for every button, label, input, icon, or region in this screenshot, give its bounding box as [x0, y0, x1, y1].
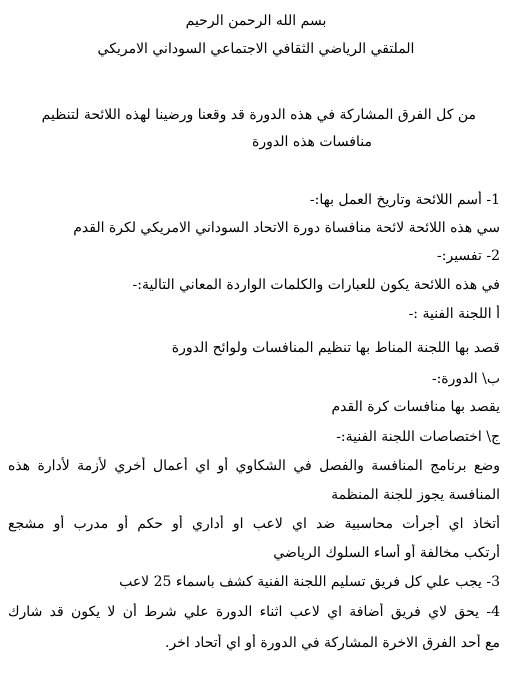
section-3: 3- يجب علي كل فريق تسليم اللجنة الفنية كشف باسماء 25 لاعب: [119, 574, 500, 590]
item-c-body-3: أتخاذ اي أجرأت محاسبية ضد اي لاعب او أداري أو حكم أو مدرب أو مشجع: [8, 516, 500, 532]
item-c-body-1: وضع برنامج المنافسة والفصل في الشكاوي أو اي أعمال أخري لأزمة لأدارة هذه: [8, 458, 500, 474]
basmala: بسم الله الرحمن الرحيم: [185, 13, 327, 29]
section-1-body: سي هذه اللائحة لائحة منافساة دورة الاتحاد السوداني الامريكي لكرة القدم: [73, 220, 500, 236]
item-c-body-4: أرتكب مخالفة أو أساء السلوك الرياضي: [273, 545, 500, 561]
section-1-title: 1- أسم اللائحة وتاريخ العمل بها:-: [309, 192, 500, 208]
organization-name: الملتقي الرياضي الثقافي الاجتماعي السوداني الامريكي: [97, 41, 415, 57]
section-4-line-1: 4- يحق لاي فريق أضافة اي لاعب اثناء الدورة علي شرط أن لا يكون قد شارك: [8, 604, 500, 620]
section-2-intro: في هذه اللائحة يكون للعبارات والكلمات الواردة المعاني التالية:-: [132, 277, 500, 293]
section-4-line-2: مع أحد الفرق الاخرة المشاركة في الدورة أو اي أتحاد اخر.: [165, 635, 500, 651]
item-b-title: ب\ الدورة:-: [431, 371, 500, 387]
item-a-body: قصد بها اللجنة المناط بها تنظيم المنافسات ولوائح الدورة: [171, 340, 500, 356]
intro-line-2: منافسات هذه الدورة: [252, 134, 372, 150]
item-c-body-2: المنافسة يجوز للجنة المنظمة: [331, 487, 500, 503]
item-b-body: يقصد بها منافسات كرة القدم: [331, 399, 500, 415]
intro-line-1: من كل الفرق المشاركة في هذه الدورة قد وقعنا ورضينا لهذه اللائحة لتنظيم: [41, 107, 476, 123]
section-2-title: 2- تفسير:-: [437, 248, 500, 264]
item-a-title: أ اللجنة الفنية :-: [408, 306, 500, 322]
item-c-title: ج\ اختصاصات اللجنة الفنية:-: [336, 429, 500, 445]
